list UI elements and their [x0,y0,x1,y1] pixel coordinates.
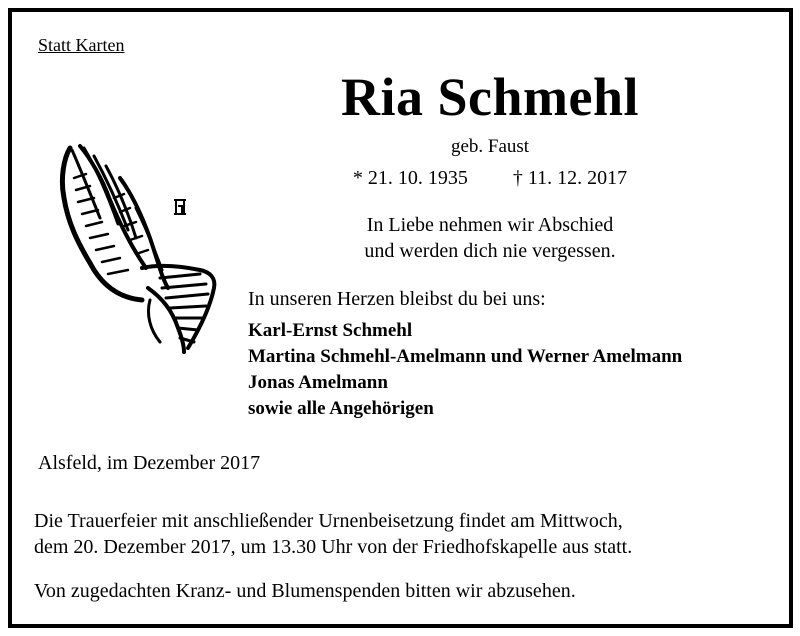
mourner-name: Jonas Amelmann [248,372,388,393]
farewell-line-2: und werden dich nie vergessen. [364,240,616,262]
praying-hands-icon [50,138,220,358]
farewell-line-1: In Liebe nehmen wir Abschied [366,214,614,236]
ceremony-line-1: Die Trauerfeier mit anschließender Urnenbeisetzung findet am Mittwoch, [34,510,623,532]
statt-karten-label: Statt Karten [38,35,125,55]
maiden-name: geb. Faust [450,136,530,157]
monogram-icon [174,200,186,214]
mourner-name: Martina Schmehl-Amelmann und Werner Amelmann [248,346,683,367]
mourners-intro: In unseren Herzen bleibst du bei uns: [248,288,546,310]
donation-note: Von zugedachten Kranz- und Blumenspenden bitten wir abzusehen. [34,580,576,602]
mourner-name: Karl-Ernst Schmehl [248,320,413,341]
deceased-name: Ria Schmehl [340,67,640,127]
death-date: † 11. 12. 2017 [512,167,628,189]
ceremony-line-2: dem 20. Dezember 2017, um 13.30 Uhr von der Friedhofskapelle aus statt. [34,536,633,558]
mourner-name: sowie alle Angehörigen [248,398,434,419]
birth-date: * 21. 10. 1935 [352,167,468,189]
life-dates [300,167,680,190]
place-date: Alsfeld, im Dezember 2017 [38,452,261,474]
